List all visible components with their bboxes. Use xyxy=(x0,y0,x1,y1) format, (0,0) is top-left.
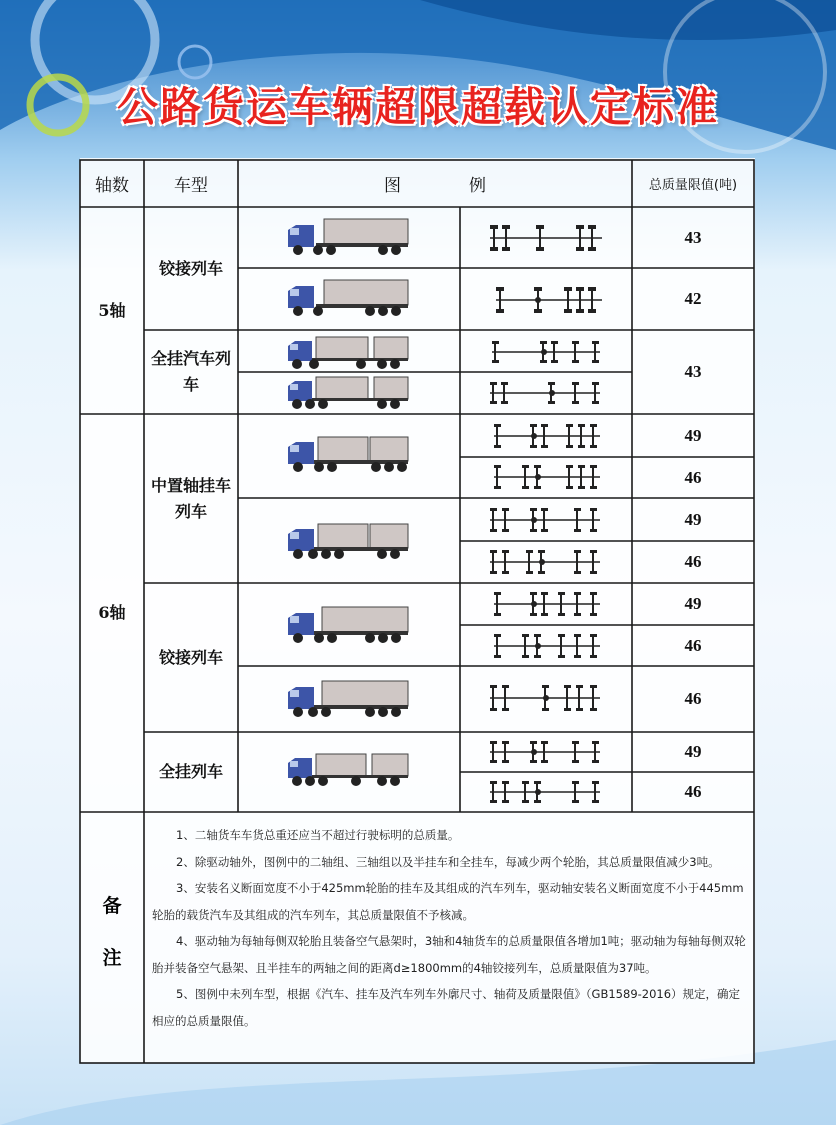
axle-diagram-icon xyxy=(486,218,606,258)
notes-label xyxy=(80,880,144,984)
limit-value: 46 xyxy=(684,635,702,655)
axle-diagram-icon xyxy=(486,280,606,320)
page-title: 公路货运车辆超限超载认定标准 xyxy=(117,83,719,131)
type-articulated-6: 铰接列车 xyxy=(158,647,223,667)
axle-diagram-icon xyxy=(486,629,606,663)
notes-label-text: 备注 xyxy=(102,895,122,969)
note-item: 1、二轴货车车货总重还应当不超过行驶标明的总质量。 xyxy=(176,828,460,842)
truck-icon xyxy=(286,520,412,562)
group-6-axle: 6轴 xyxy=(98,603,126,622)
axle-diagram-icon xyxy=(486,736,606,768)
header-limit: 总质量限值(吨) xyxy=(648,178,738,193)
axle-diagram-icon xyxy=(486,776,606,808)
truck-icon xyxy=(286,433,412,475)
axle-diagram-icon xyxy=(486,587,606,621)
note-item: 3、安装名义断面宽度不小于425mm轮胎的挂车及其组成的汽车列车，驱动轴安装名义断面宽度不小于445mm轮胎的载货汽车及其组成的汽车列车，其总质量限值不予核减。 xyxy=(152,881,744,922)
limit-value: 46 xyxy=(684,782,702,801)
axle-diagram-icon xyxy=(486,680,606,716)
notes-section xyxy=(152,822,747,1034)
truck-icon xyxy=(286,277,412,319)
note-item: 4、驱动轴为每轴每侧双轮胎且装备空气悬架时，3轴和4轴货车的总质量限值各增加1吨；驱动轴为每轴每侧双轮胎并装备空气悬架、且半挂车的两轴之间的距离d≥1800mm的4轴铰接列车，总质量限值为37吨。 xyxy=(152,934,746,975)
header-figure: 图 例 xyxy=(384,176,486,196)
truck-icon xyxy=(286,678,412,720)
header-type: 车型 xyxy=(174,176,208,196)
truck-icon xyxy=(286,604,412,646)
axle-diagram-icon xyxy=(486,419,606,453)
type-center-axle-6: 中置轴挂车列车 xyxy=(150,475,231,521)
limit-value: 49 xyxy=(684,742,702,761)
note-item: 2、除驱动轴外，图例中的二轴组、三轴组以及半挂车和全挂车，每减少两个轮胎，其总质量限值减少3吨。 xyxy=(176,854,720,869)
type-full-trailer-5: 全挂汽车列车 xyxy=(150,349,231,394)
type-articulated-5: 铰接列车 xyxy=(158,258,223,278)
limit-value: 49 xyxy=(684,425,702,445)
axle-diagram-icon xyxy=(486,336,606,368)
axle-diagram-icon xyxy=(486,377,606,409)
limit-value: 43 xyxy=(684,362,702,381)
axle-diagram-icon xyxy=(486,545,606,579)
note-item: 5、图例中未列车型，根据《汽车、挂车及汽车列车外廓尺寸、轴荷及质量限值》（GB1589-2016）规定，确定相应的总质量限值。 xyxy=(152,987,741,1028)
limit-value: 42 xyxy=(684,289,702,308)
truck-icon xyxy=(286,335,412,371)
limit-value: 46 xyxy=(684,552,702,571)
truck-icon xyxy=(286,752,412,788)
limit-value: 46 xyxy=(684,689,702,708)
truck-icon xyxy=(286,375,412,411)
limit-value: 49 xyxy=(684,594,702,613)
header-axle: 轴数 xyxy=(95,176,129,196)
axle-diagram-icon xyxy=(486,460,606,494)
limit-value: 49 xyxy=(684,509,702,529)
limit-value: 43 xyxy=(684,227,702,247)
truck-icon xyxy=(286,216,412,258)
limit-value: 46 xyxy=(684,467,702,487)
axle-diagram-icon xyxy=(486,503,606,537)
type-full-trailer-6: 全挂列车 xyxy=(158,762,223,781)
group-5-axle: 5轴 xyxy=(98,300,126,320)
